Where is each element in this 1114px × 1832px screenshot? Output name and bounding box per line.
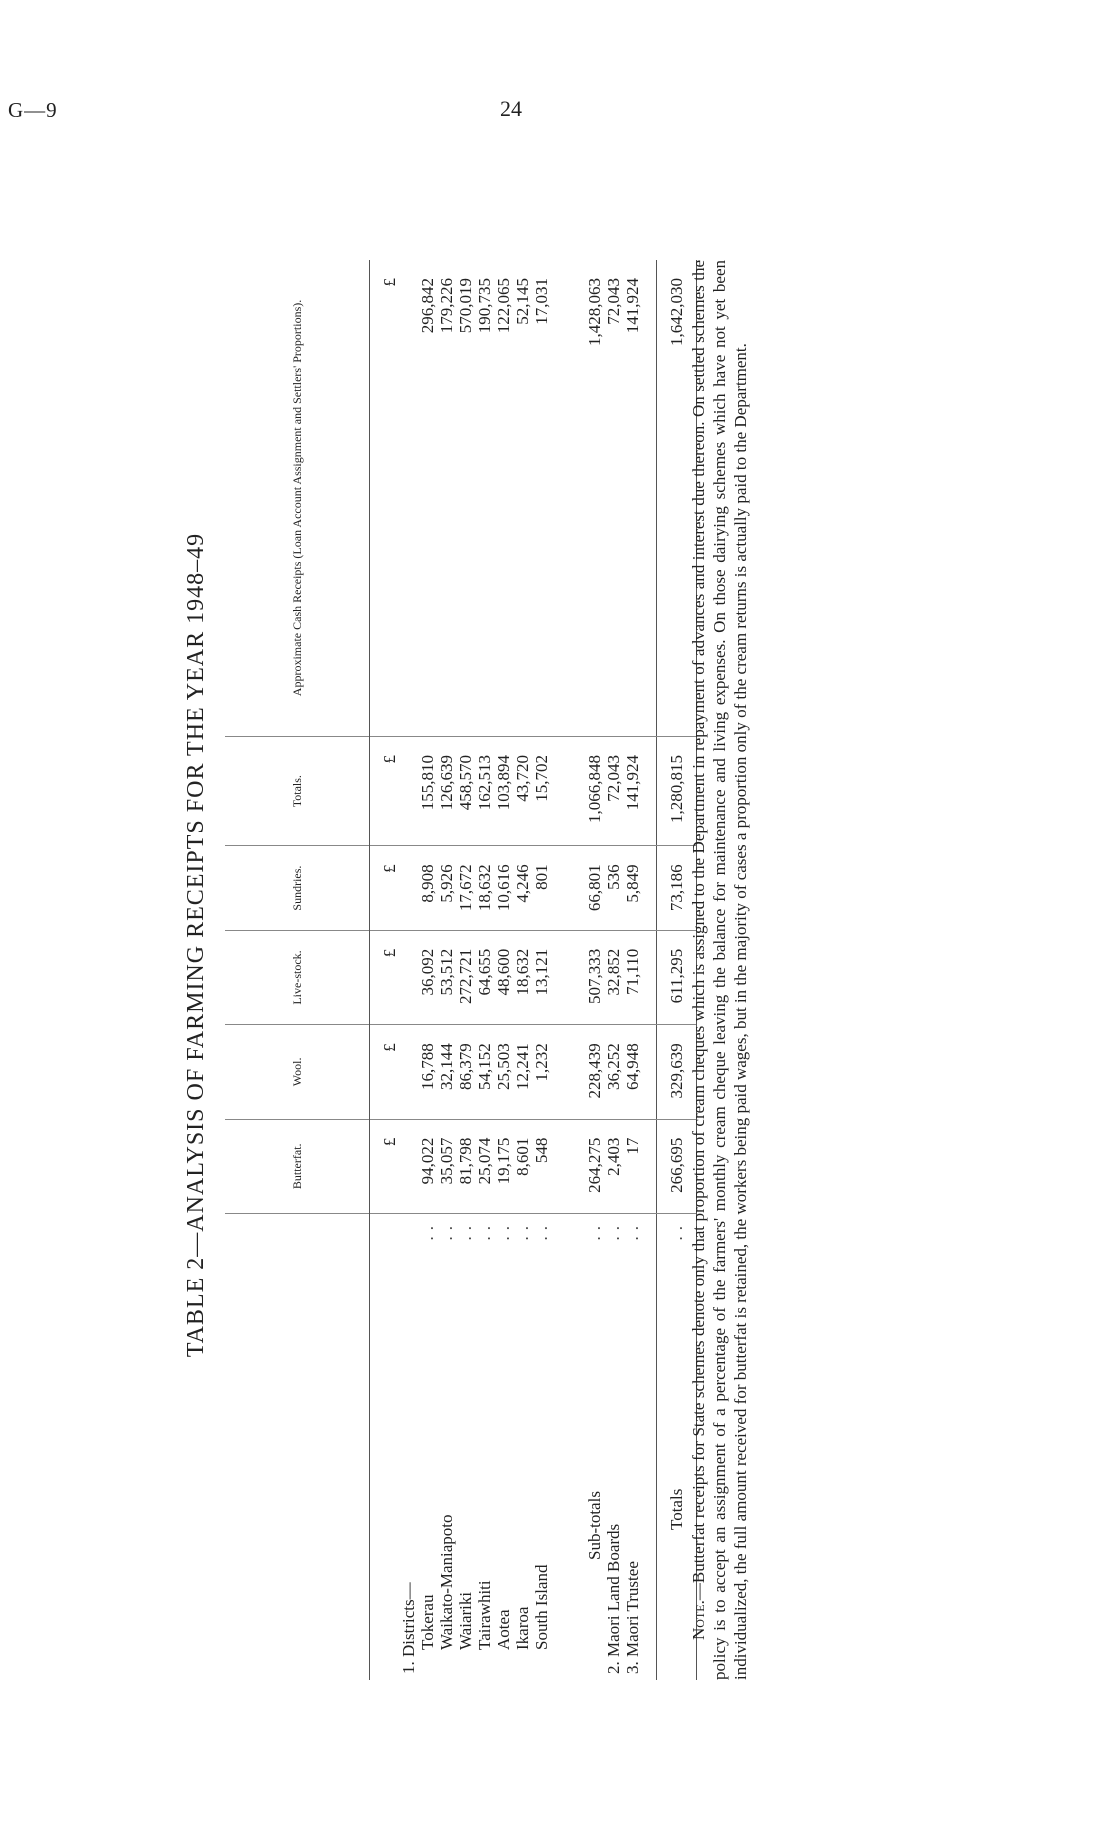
cell-sundries: 66,801 xyxy=(577,846,604,930)
rotated-document xyxy=(183,150,833,1740)
cell-totals: 43,720 xyxy=(513,736,532,845)
cell-cash-receipts: 122,065 xyxy=(494,260,513,736)
table-row: Tairawhiti .. 25,074 54,152 64,655 18,632 162,513 190,735 xyxy=(475,260,494,1680)
currency-symbol: £ xyxy=(370,846,400,930)
col-header-label xyxy=(225,1214,370,1681)
cell-wool: 32,144 xyxy=(437,1025,456,1119)
row-label: South Island xyxy=(532,1564,551,1650)
cell-totals: 103,894 xyxy=(494,736,513,845)
cell-livestock: 71,110 xyxy=(623,930,642,1024)
cell-cash-receipts: 72,043 xyxy=(604,260,623,736)
cell-wool: 86,379 xyxy=(456,1025,475,1119)
cell-sundries: 5,926 xyxy=(437,846,456,930)
spacer-row xyxy=(642,260,657,1680)
cell-livestock: 611,295 xyxy=(657,930,697,1024)
spacer-row xyxy=(551,260,577,1680)
cell-livestock: 36,092 xyxy=(418,930,437,1024)
cell-wool: 228,439 xyxy=(577,1025,604,1119)
cell-livestock: 18,632 xyxy=(513,930,532,1024)
subtotals-row: Sub-totals .. 264,275 228,439 507,333 66,801 1,066,848 1,428,063 xyxy=(577,260,604,1680)
row-label: Sub-totals xyxy=(585,1491,604,1560)
header-row xyxy=(225,260,370,1680)
col-header-sundries: Sundries. xyxy=(225,846,370,930)
cell-sundries: 73,186 xyxy=(657,846,697,930)
cell-butterfat: 548 xyxy=(532,1119,551,1213)
cell-butterfat: 81,798 xyxy=(456,1119,475,1213)
col-header-livestock: Live-stock. xyxy=(225,930,370,1024)
cell-butterfat: 264,275 xyxy=(577,1119,604,1213)
cell-cash-receipts: 17,031 xyxy=(532,260,551,736)
row-label: Waikato-Maniapoto xyxy=(437,1514,456,1650)
districts-heading-row xyxy=(399,260,418,1680)
cell-totals: 141,924 xyxy=(623,736,642,845)
page-number: 24 xyxy=(500,96,522,121)
cell-cash-receipts: 52,145 xyxy=(513,260,532,736)
cell-wool: 25,503 xyxy=(494,1025,513,1119)
cell-livestock: 32,852 xyxy=(604,930,623,1024)
cell-totals: 72,043 xyxy=(604,736,623,845)
currency-symbol: £ xyxy=(370,930,400,1024)
cell-wool: 12,241 xyxy=(513,1025,532,1119)
cell-cash-receipts: 570,019 xyxy=(456,260,475,736)
row-label: Tairawhiti xyxy=(475,1580,494,1650)
cell-butterfat: 8,601 xyxy=(513,1119,532,1213)
table-title: TABLE 2—ANALYSIS OF FARMING RECEIPTS FOR THE YEAR 1948–49 xyxy=(183,532,209,1358)
row-label: Waiariki xyxy=(456,1591,475,1650)
cell-butterfat: 19,175 xyxy=(494,1119,513,1213)
cell-wool: 36,252 xyxy=(604,1025,623,1119)
row-label: Totals xyxy=(667,1488,686,1530)
currency-symbol: £ xyxy=(370,260,400,736)
cell-cash-receipts: 1,428,063 xyxy=(577,260,604,736)
note-text: —Butterfat receipts for State schemes denote only that proportion of cream cheques which is assigned to the Department in repayment of advances and interest due thereon. On settled schemes the policy is to accept an assignment of a percentage of the farmers' monthly cream cheque leaving the balance for maintenance and living expenses. On those dairying schemes which have not yet been individualized, the full amount received for butterfat is retained, the workers being paid wages, but in the majority of cases a proportion only of the cream returns is actually paid to the Department. xyxy=(689,260,750,1680)
note-label: Note. xyxy=(689,1600,708,1640)
cell-livestock: 13,121 xyxy=(532,930,551,1024)
table-row: Ikaroa .. 8,601 12,241 18,632 4,246 43,720 52,145 xyxy=(513,260,532,1680)
cell-livestock: 53,512 xyxy=(437,930,456,1024)
table-row: Waiariki .. 81,798 86,379 272,721 17,672 458,570 570,019 xyxy=(456,260,475,1680)
cell-cash-receipts: 190,735 xyxy=(475,260,494,736)
cell-totals: 162,513 xyxy=(475,736,494,845)
cell-totals: 15,702 xyxy=(532,736,551,845)
table-footnote xyxy=(688,260,751,1680)
cell-totals: 155,810 xyxy=(418,736,437,845)
table-row: Aotea .. 19,175 25,503 48,600 10,616 103,894 122,065 xyxy=(494,260,513,1680)
cell-cash-receipts: 296,842 xyxy=(418,260,437,736)
cell-totals: 458,570 xyxy=(456,736,475,845)
currency-row xyxy=(370,260,400,1680)
cell-butterfat: 266,695 xyxy=(657,1119,697,1213)
cell-sundries: 4,246 xyxy=(513,846,532,930)
page-reference: G—9 xyxy=(8,98,58,122)
cell-wool: 64,948 xyxy=(623,1025,642,1119)
currency-symbol: £ xyxy=(370,1119,400,1213)
col-header-butterfat: Butterfat. xyxy=(225,1119,370,1213)
table-row: 3. Maori Trustee .. 17 64,948 71,110 5,849 141,924 141,924 xyxy=(623,260,642,1680)
cell-butterfat: 17 xyxy=(623,1119,642,1213)
table-row: Waikato-Maniapoto .. 35,057 32,144 53,512 5,926 126,639 179,226 xyxy=(437,260,456,1680)
cell-livestock: 507,333 xyxy=(577,930,604,1024)
table-row: 2. Maori Land Boards .. 2,403 36,252 32,852 536 72,043 72,043 xyxy=(604,260,623,1680)
cell-cash-receipts: 179,226 xyxy=(437,260,456,736)
cell-wool: 1,232 xyxy=(532,1025,551,1119)
currency-symbol: £ xyxy=(370,1025,400,1119)
row-label: Aotea xyxy=(494,1609,513,1650)
districts-heading: 1. Districts— xyxy=(399,1582,418,1674)
cell-sundries: 8,908 xyxy=(418,846,437,930)
cell-wool: 16,788 xyxy=(418,1025,437,1119)
totals-row: Totals .. 266,695 329,639 611,295 73,186 1,280,815 1,642,030 xyxy=(657,260,697,1680)
cell-sundries: 5,849 xyxy=(623,846,642,930)
cell-livestock: 48,600 xyxy=(494,930,513,1024)
cell-sundries: 17,672 xyxy=(456,846,475,930)
currency-symbol: £ xyxy=(370,736,400,845)
row-label: Tokerau xyxy=(418,1594,437,1650)
cell-wool: 329,639 xyxy=(657,1025,697,1119)
cell-livestock: 64,655 xyxy=(475,930,494,1024)
cell-butterfat: 25,074 xyxy=(475,1119,494,1213)
row-label: 2. Maori Land Boards xyxy=(604,1523,623,1674)
cell-butterfat: 2,403 xyxy=(604,1119,623,1213)
cell-cash-receipts: 141,924 xyxy=(623,260,642,736)
cell-totals: 1,280,815 xyxy=(657,736,697,845)
row-label: 3. Maori Trustee xyxy=(623,1561,642,1674)
col-header-totals: Totals. xyxy=(225,736,370,845)
cell-totals: 1,066,848 xyxy=(577,736,604,845)
col-header-cash-receipts: Approximate Cash Receipts (Loan Account Assignment and Settlers' Proportions). xyxy=(225,260,370,736)
cell-wool: 54,152 xyxy=(475,1025,494,1119)
cell-sundries: 10,616 xyxy=(494,846,513,930)
table-row: South Island .. 548 1,232 13,121 801 15,702 17,031 xyxy=(532,260,551,1680)
cell-totals: 126,639 xyxy=(437,736,456,845)
cell-butterfat: 94,022 xyxy=(418,1119,437,1213)
cell-sundries: 801 xyxy=(532,846,551,930)
table-row: Tokerau .. 94,022 16,788 36,092 8,908 155,810 296,842 xyxy=(418,260,437,1680)
cell-butterfat: 35,057 xyxy=(437,1119,456,1213)
cell-livestock: 272,721 xyxy=(456,930,475,1024)
cell-sundries: 536 xyxy=(604,846,623,930)
cell-cash-receipts: 1,642,030 xyxy=(657,260,697,736)
row-label: Ikaroa xyxy=(513,1606,532,1650)
col-header-wool: Wool. xyxy=(225,1025,370,1119)
cell-sundries: 18,632 xyxy=(475,846,494,930)
farming-receipts-table xyxy=(225,260,697,1680)
